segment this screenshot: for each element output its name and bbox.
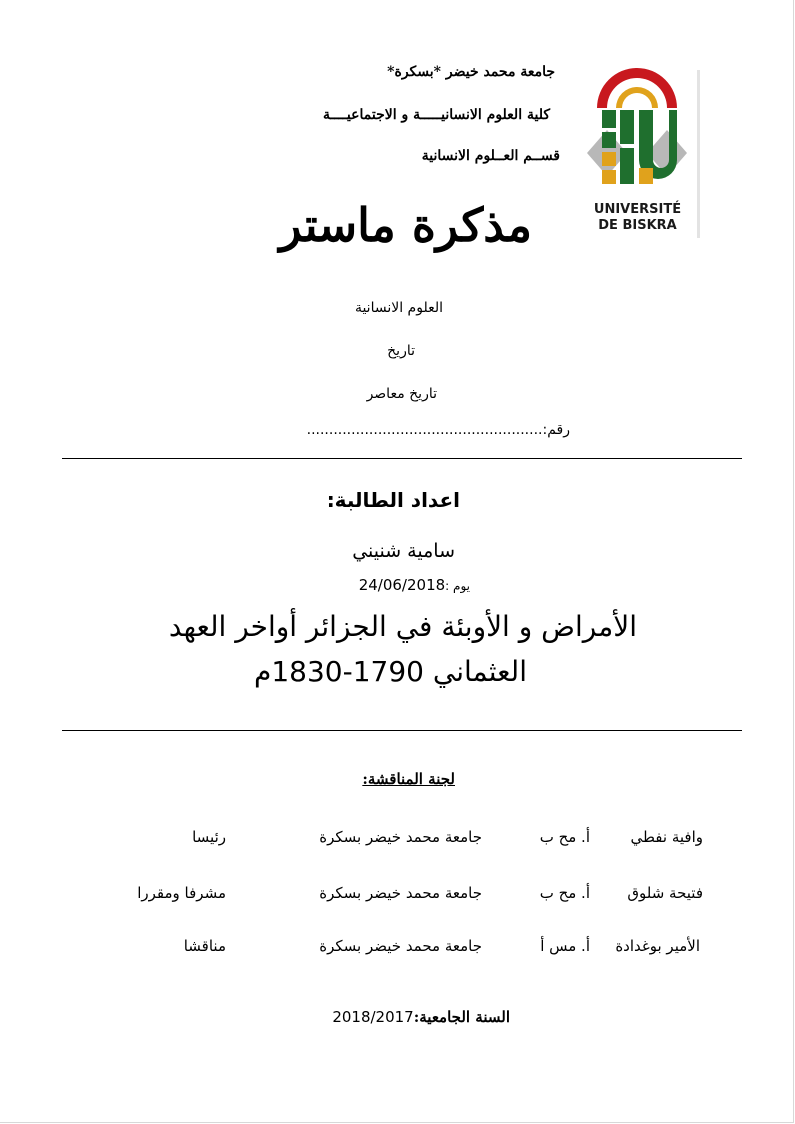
thesis-number bbox=[307, 422, 570, 438]
number-dots: ..................................................... bbox=[306, 422, 543, 438]
committee-member-university: جامعة محمد خيضر بسكرة bbox=[319, 884, 482, 902]
committee-member-role: رئيسا bbox=[192, 828, 226, 846]
committee-member-university: جامعة محمد خيضر بسكرة bbox=[319, 828, 482, 846]
thesis-title-line2: العثماني 1790-1830م bbox=[253, 655, 527, 688]
date-value: 24/06/2018 bbox=[358, 576, 446, 594]
prepared-by-label: اعداد الطالبة: bbox=[326, 488, 460, 512]
committee-label: لجنة المناقشة: bbox=[362, 770, 455, 788]
committee-member-university: جامعة محمد خيضر بسكرة bbox=[319, 937, 482, 955]
logo-text-line1: UNIVERSITÉ bbox=[593, 202, 682, 217]
university-name: جامعة محمد خيضر *بسكرة* bbox=[387, 64, 555, 80]
department-name: قســم العــلوم الانسانية bbox=[421, 148, 560, 164]
committee-member-name: وافية نفطي bbox=[630, 828, 703, 846]
student-name: سامية شنيني bbox=[352, 540, 455, 562]
discipline-name: تاريخ bbox=[387, 343, 415, 359]
committee-member-rank: أ. مح ب bbox=[539, 828, 590, 846]
committee-member-name: الأمير بوغدادة bbox=[615, 937, 700, 955]
thesis-title-line1: الأمراض و الأوبئة في الجزائر أواخر العهد bbox=[168, 610, 637, 643]
academic-year bbox=[332, 1008, 510, 1026]
committee-member-rank: أ. مح ب bbox=[539, 884, 590, 902]
specialty-name: تاريخ معاصر bbox=[366, 386, 437, 402]
document-title: مذكرة ماستر bbox=[279, 198, 532, 252]
logo-text-line2: DE BISKRA bbox=[598, 218, 677, 233]
number-label: رقم: bbox=[542, 422, 570, 438]
academic-year-label: السنة الجامعية: bbox=[413, 1008, 510, 1026]
defense-date bbox=[359, 576, 470, 594]
separator-top bbox=[62, 458, 742, 459]
committee-member-role: مناقشا bbox=[183, 937, 226, 955]
committee-member-role: مشرفا ومقررا bbox=[137, 884, 226, 902]
separator-bottom bbox=[62, 730, 742, 731]
university-logo bbox=[575, 68, 700, 238]
committee-member-rank: أ. مس أ bbox=[540, 937, 590, 955]
field-name: العلوم الانسانية bbox=[354, 300, 443, 316]
faculty-name: كلية العلوم الانسانيـــــة و الاجتماعيــــة bbox=[323, 107, 550, 123]
academic-year-value: 2018/2017 bbox=[332, 1008, 414, 1026]
committee-member-name: فتيحة شلوق bbox=[627, 884, 703, 902]
date-label: يوم : bbox=[445, 579, 470, 593]
